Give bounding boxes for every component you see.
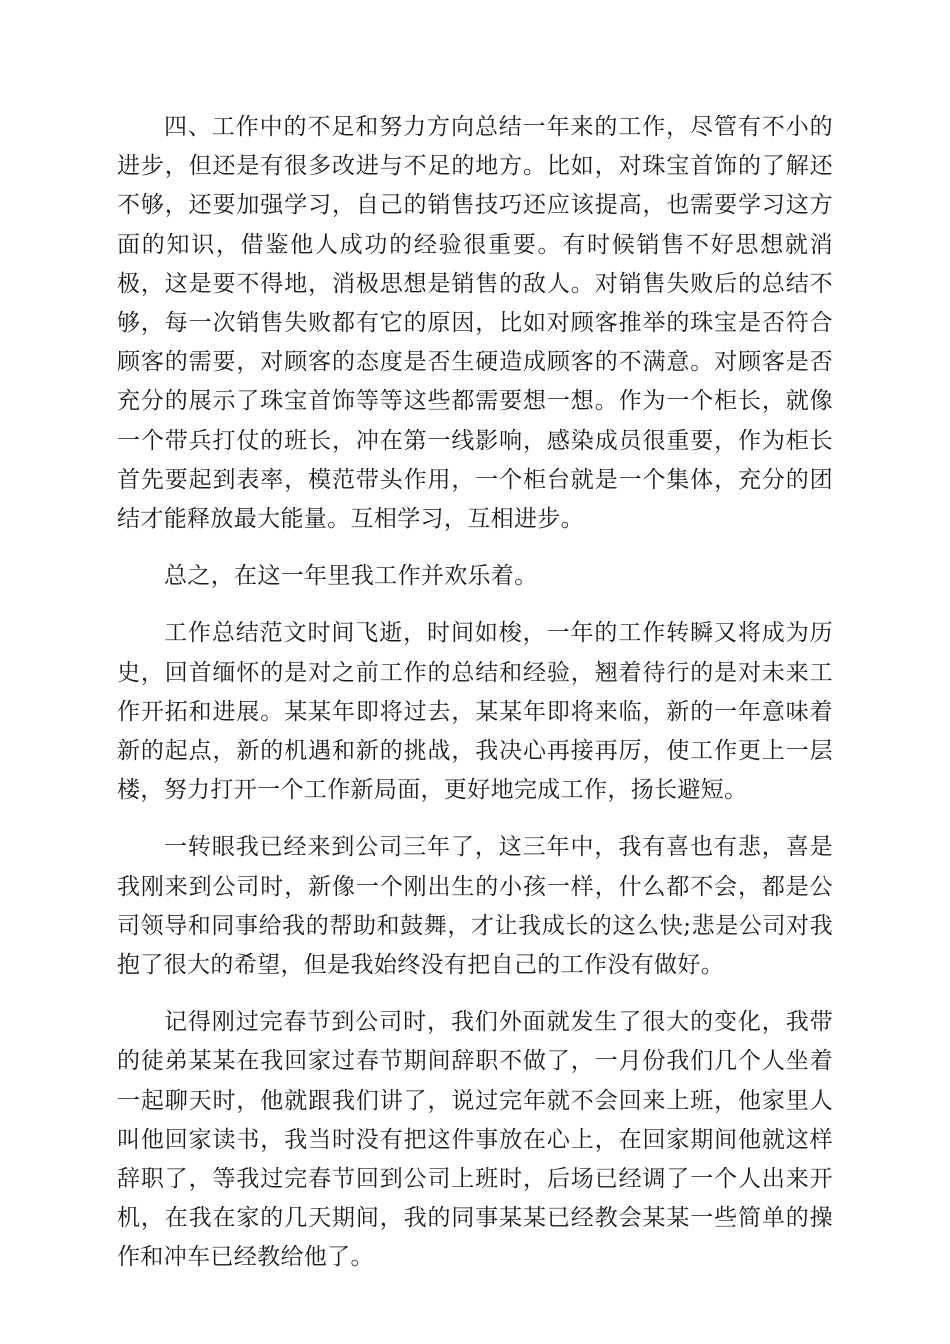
paragraph-summary: 总之，在这一年里我工作并欢乐着。 bbox=[164, 563, 538, 590]
document-body bbox=[117, 108, 833, 1296]
paragraph-spring-festival: 记得刚过完春节到公司时，我们外面就发生了很大的变化，我带的徒弟某某在我回家过春节期间辞职不做了，一月份我们几个人坐着一起聊天时，他就跟我们讲了，说过完年就不会回来上班，他家里人叫他回家读书，我当时没有把这件事放在心上，在回家期间他就这样辞职了，等我过完春节回到公司上班时，后场已经调了一个人出来开机，在我在家的几天期间，我的同事某某已经教会某某一些简单的操作和冲车已经教给他了。 bbox=[117, 1009, 833, 1271]
paragraph-work-summary-sample: 工作总结范文时间飞逝，时间如梭，一年的工作转瞬又将成为历史，回首缅怀的是对之前工作的总结和经验，翘着待行的是对未来工作开拓和进展。某某年即将过去，某某年即将来临，新的一年意味着新的起点，新的机遇和新的挑战，我决心再接再厉，使工作更上一层楼，努力打开一个工作新局面，更好地完成工作，扬长避短。 bbox=[117, 620, 833, 804]
paragraph-work-shortcomings: 四、工作中的不足和努力方向总结一年来的工作，尽管有不小的进步，但还是有很多改进与不足的地方。比如，对珠宝首饰的了解还不够，还要加强学习，自己的销售技巧还应该提高，也需要学习这方面的知识，借鉴他人成功的经验很重要。有时候销售不好思想就消极，这是要不得地，消极思想是销售的敌人。对销售失败后的总结不够，每一次销售失败都有它的原因，比如对顾客推举的珠宝是否符合顾客的需要，对顾客的态度是否生硬造成顾客的不满意。对顾客是否充分的展示了珠宝首饰等等这些都需要想一想。作为一个柜长，就像一个带兵打仗的班长，冲在第一线影响，感染成员很重要，作为柜长首先要起到表率，模范带头作用，一个柜台就是一个集体，充分的团结才能释放最大能量。互相学习，互相进步。 bbox=[117, 114, 833, 533]
paragraph-three-years: 一转眼我已经来到公司三年了，这三年中，我有喜也有悲，喜是我刚来到公司时，新像一个刚出生的小孩一样，什么都不会，都是公司领导和同事给我的帮助和鼓舞，才让我成长的这么快;悲是公司对我抱了很大的希望，但是我始终没有把自己的工作没有做好。 bbox=[117, 834, 833, 979]
